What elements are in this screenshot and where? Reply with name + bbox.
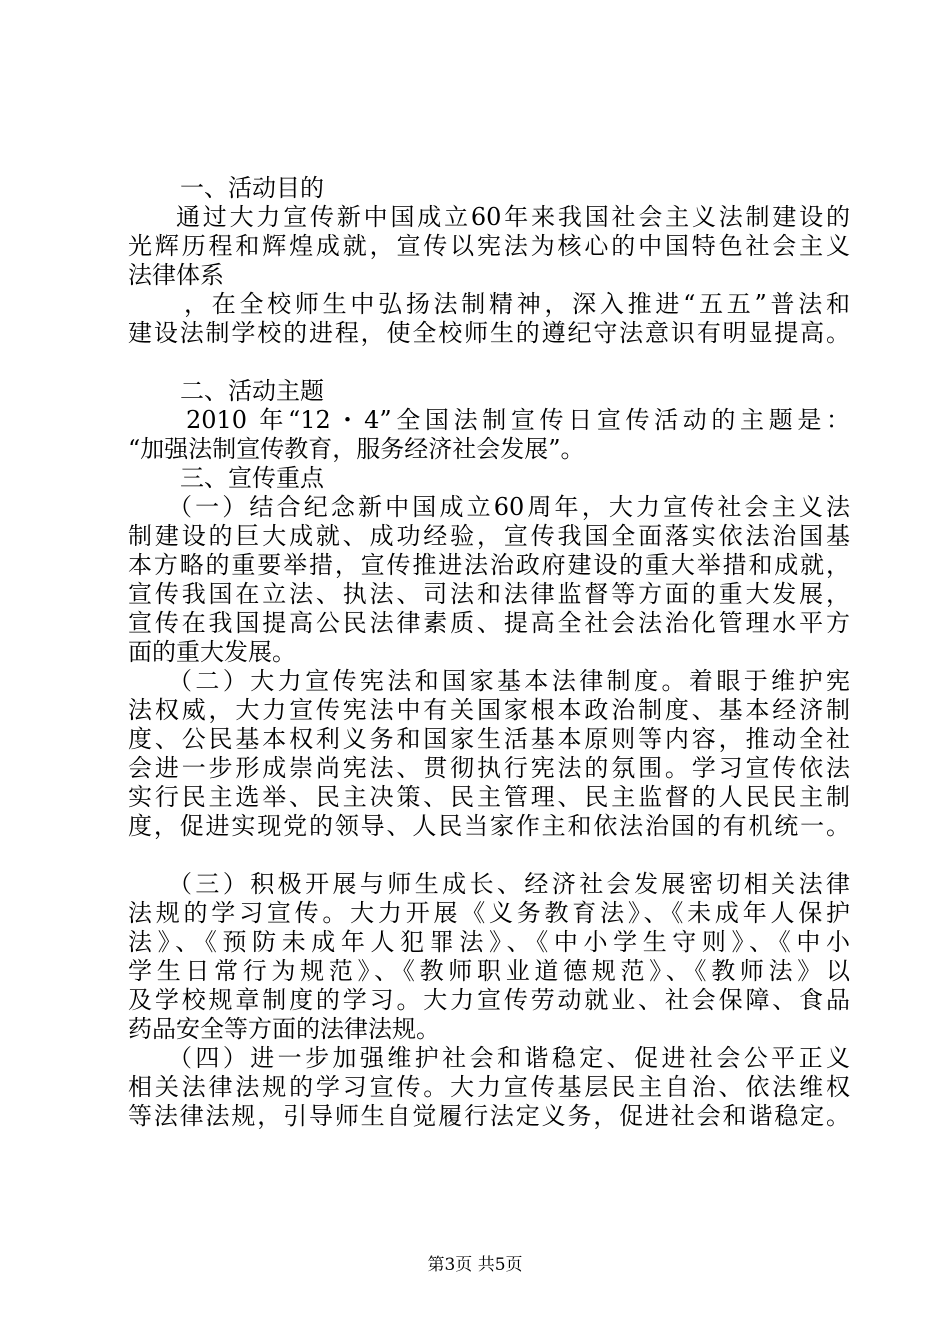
paragraph-line: 实行民主选举、民主决策、民主管理、民主监督的人民民主制	[128, 783, 850, 811]
paragraph-line: 建设法制学校的进程，使全校师生的遵纪守法意识有明显提高。	[128, 319, 850, 347]
paragraph-line: 度，促进实现党的领导、人民当家作主和依法治国的有机统一。	[128, 812, 850, 840]
paragraph-line: （三）积极开展与师生成长、经济社会发展密切相关法律	[168, 870, 850, 898]
paragraph-line: 药品安全等方面的法律法规。	[128, 1015, 440, 1043]
paragraph-line: 制建设的巨大成就、成功经验，宣传我国全面落实依法治国基	[128, 522, 850, 550]
section-heading: 三、宣传重点	[180, 464, 324, 492]
paragraph-line: 法》、《预防未成年人犯罪法》、《中小学生守则》、《中小	[128, 928, 850, 956]
paragraph-line: 宣传在我国提高公民法律素质、提高全社会法治化管理水平方	[128, 609, 850, 637]
paragraph-line: 相关法律法规的学习宣传。大力宣传基层民主自治、依法维权	[128, 1073, 850, 1101]
paragraph-line: ，在全校师生中弘扬法制精神，深入推进“五五”普法和	[184, 290, 850, 318]
section-heading: 二、活动主题	[180, 377, 324, 405]
paragraph-line: 通过大力宣传新中国成立60年来我国社会主义法制建设的	[176, 203, 850, 231]
section-heading: 一、活动目的	[180, 174, 324, 202]
spacer	[128, 348, 850, 377]
paragraph-line: “加强法制宣传教育，服务经济社会发展”。	[128, 435, 585, 463]
paragraph-line: 面的重大发展。	[128, 638, 296, 666]
paragraph-line: 宣传我国在立法、执法、司法和法律监督等方面的重大发展，	[128, 580, 850, 608]
page-number-label: 第3页 共5页	[427, 1255, 523, 1275]
paragraph-line: 法权威，大力宣传宪法中有关国家根本政治制度、基本经济制	[128, 696, 850, 724]
paragraph-line: 度、公民基本权利义务和国家生活基本原则等内容，推动全社	[128, 725, 850, 753]
spacer	[128, 841, 850, 870]
paragraph-line: 等法律法规，引导师生自觉履行法定义务，促进社会和谐稳定。	[128, 1102, 850, 1130]
paragraph-line: 2010 年“12・4”全国法制宣传日宣传活动的主题是：	[186, 406, 850, 434]
paragraph-line: （一）结合纪念新中国成立60周年，大力宣传社会主义法	[168, 493, 850, 521]
document-body	[128, 174, 850, 1131]
paragraph-line: 光辉历程和辉煌成就，宣传以宪法为核心的中国特色社会主义	[128, 232, 850, 260]
paragraph-line: 本方略的重要举措，宣传推进法治政府建设的重大举措和成就，	[128, 551, 850, 579]
paragraph-line: 学生日常行为规范》、《教师职业道德规范》、《教师法》以	[128, 957, 850, 985]
paragraph-line: 及学校规章制度的学习。大力宣传劳动就业、社会保障、食品	[128, 986, 850, 1014]
page-footer	[0, 1254, 950, 1276]
paragraph-line: （二）大力宣传宪法和国家基本法律制度。着眼于维护宪	[168, 667, 850, 695]
paragraph-line: 法规的学习宣传。大力开展《义务教育法》、《未成年人保护	[128, 899, 850, 927]
paragraph-line: 法律体系	[128, 261, 224, 289]
paragraph-line: （四）进一步加强维护社会和谐稳定、促进社会公平正义	[168, 1044, 850, 1072]
paragraph-line: 会进一步形成崇尚宪法、贯彻执行宪法的氛围。学习宣传依法	[128, 754, 850, 782]
